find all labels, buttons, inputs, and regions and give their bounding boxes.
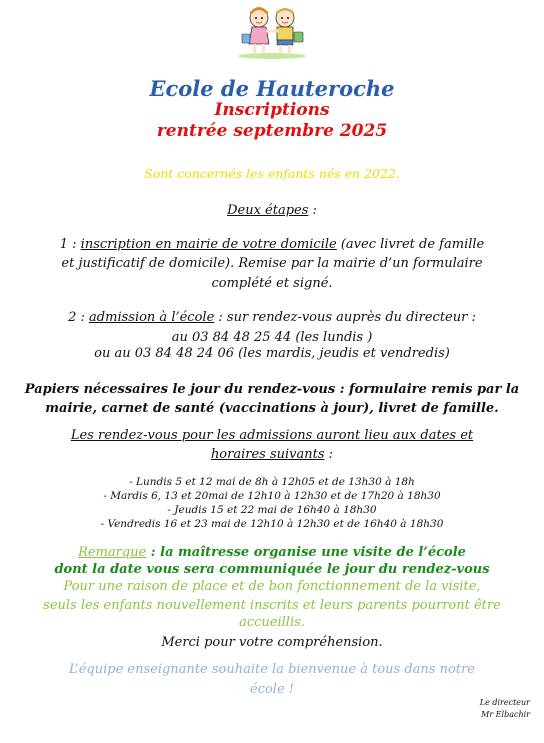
inscriptions-title: Inscriptions [214, 100, 330, 120]
step1-number: 1 : [59, 237, 81, 252]
remark-line5: accueillis. [239, 615, 305, 630]
papers-line1: Papiers nécessaires le jour du rendez-vous : formulaire remis par la [24, 382, 520, 397]
schedule-item: - Mardis 6, 13 et 20mai de 12h10 à 12h30 et de 17h20 à 18h30 [103, 490, 441, 502]
schedule-item: - Lundis 5 et 12 mai de 8h à 12h05 et de 13h30 à 18h [129, 476, 415, 488]
welcome-line1: L’équipe enseignante souhaite la bienvenue à tous dans notre [69, 662, 475, 677]
remark-line1 [0, 545, 544, 560]
step1-title: inscription en mairie de votre domicile [80, 237, 337, 252]
rdv-line1: Les rendez-vous pour les admissions auront lieu aux dates et [70, 428, 474, 443]
rdv-line2 [0, 447, 544, 462]
thanks-text: Merci pour votre compréhension. [161, 635, 383, 650]
step1-line1 [0, 237, 544, 252]
remark-label: Remarque [78, 545, 147, 560]
step2-title: admission à l’école [89, 310, 215, 325]
step1-line3: complété et signé. [211, 276, 333, 291]
schedule-item: - Vendredis 16 et 23 mai de 12h10 à 12h30 et de 16h40 à 18h30 [100, 518, 444, 530]
step1-line2: et justificatif de domicile). Remise par la mairie d’un formulaire [61, 256, 483, 271]
welcome-line2: école ! [249, 682, 294, 697]
steps-title-suffix: : [308, 203, 317, 218]
concerned-children: Sont concernés les enfants nés en 2022. [144, 166, 400, 181]
step1-rest: (avec livret de famille [336, 237, 485, 252]
steps-title: Deux étapes [227, 203, 309, 218]
school-name: Ecole de Hauteroche [149, 76, 395, 101]
signature-name: Mr Elbachir [481, 710, 530, 719]
rdv-line2-text: horaires suivants [210, 447, 325, 462]
step2-phone-1: au 03 84 48 25 44 (les lundis ) [171, 330, 373, 345]
children-illustration [232, 4, 312, 60]
signature-title: Le directeur [479, 698, 530, 707]
step2-line1 [0, 310, 544, 325]
remark-sep: : [146, 545, 161, 560]
remark-line4: seuls les enfants nouvellement inscrits et leurs parents pourront être [43, 598, 501, 613]
step2-number: 2 : [68, 310, 90, 325]
step2-rest: : sur rendez-vous auprès du directeur : [214, 310, 476, 325]
rentree-title: rentrée septembre 2025 [156, 121, 388, 141]
remark-line2: dont la date vous sera communiquée le jour du rendez-vous [54, 562, 490, 577]
steps-heading [0, 203, 544, 218]
rdv-line2-suffix: : [324, 447, 334, 462]
papers-line2: mairie, carnet de santé (vaccinations à jour), livret de famille. [45, 401, 499, 416]
step2-phone-2: ou au 03 84 48 24 06 (les mardis, jeudis et vendredis) [94, 346, 450, 361]
schedule-item: - Jeudis 15 et 22 mai de 16h40 à 18h30 [167, 504, 377, 516]
remark-line3: Pour une raison de place et de bon fonctionnement de la visite, [63, 579, 481, 594]
remark-text: la maîtresse organise une visite de l’école [160, 545, 466, 560]
